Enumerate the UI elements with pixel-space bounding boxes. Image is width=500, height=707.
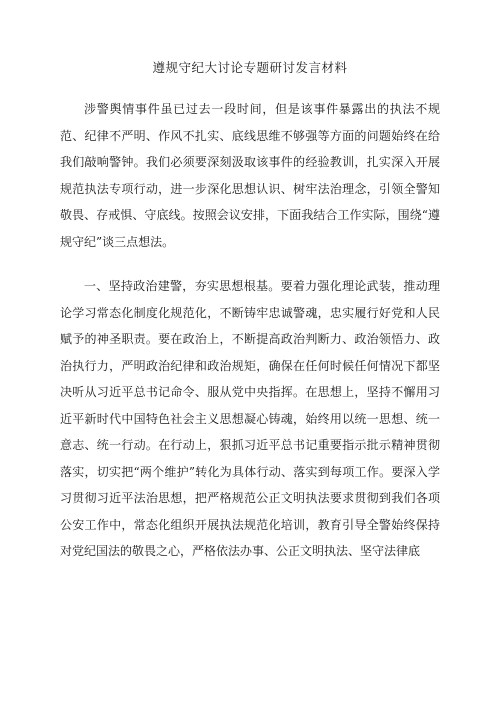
paragraph-gap [60,255,440,273]
paragraph-section-one: 一、坚持政治建警，夯实思想根基。要着力强化理论武装，推动理论学习常态化制度化规范化，不断铸牢忠诚警魂，忠实履行好党和人民赋予的神圣职责。要在政治上，不断提高政治判断力、政治领悟力、政治执行力，严明政治纪律和政治规矩，确保在任何时候任何情况下都坚决听从习近平总书记命令、服从党中央指挥。在思想上，坚持不懈用习近平新时代中国特色社会主义思想凝心铸魂，始终用以统一思想、统一意志、统一行动。在行动上，狠抓习近平总书记重要指示批示精神贯彻落实，切实把“两个维护”转化为具体行动、落实到每项工作。要深入学习贯彻习近平法治思想，把严格规范公正文明执法要求贯彻到我们各项公安工作中，常态化组织开展执法规范化培训，教育引导全警始终保持对党纪国法的敬畏之心，严格依法办事、公正文明执法、坚守法律底 [60,279,440,558]
paragraph-intro: 涉警舆情事件虽已过去一段时间，但是该事件暴露出的执法不规范、纪律不严明、作风不扎实、底线思维不够强等方面的问题始终在给我们敲响警钟。我们必须要深刻汲取该事件的经验教训，扎实深入开展规范执法专项行动，进一步深化思想认识、树牢法治理念，引领全警知敬畏、存戒惧、守底线。按照会议安排，下面我结合工作实际，围绕“遵规守纪”谈三点想法。 [60,102,440,249]
document-title: 遵规守纪大讨论专题研讨发言材料 [152,60,348,75]
